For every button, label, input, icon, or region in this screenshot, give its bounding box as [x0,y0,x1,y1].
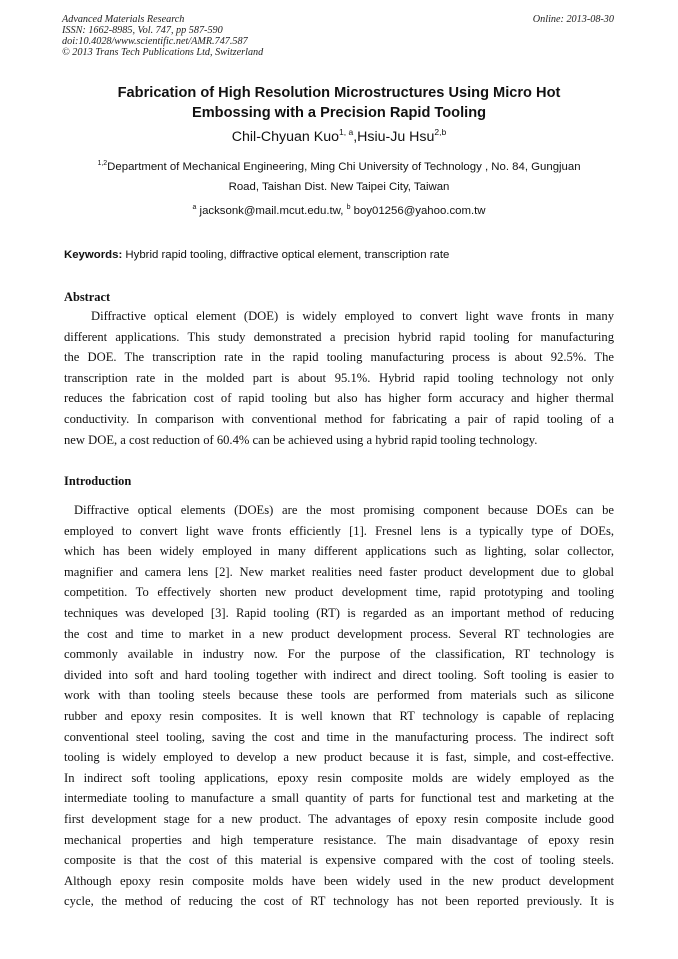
text-line: composite is that the cost of this material is expensive compared with the cost of tooling steels. [64,853,614,868]
online-date: Online: 2013-08-30 [532,14,614,25]
text-line: rubber and epoxy resin composites. It is well known that RT technology is capable of replacing [64,708,614,723]
journal-doi: doi:10.4028/www.scientific.net/AMR.747.587 [62,36,248,47]
text-line: which has been widely employed in many different applications such as lighting, solar collector, [64,544,614,559]
email-link[interactable]: jacksonk@mail.mcut.edu.tw, [196,205,347,217]
text-line: work with than tooling steels because these tools are performed from materials such as silicone [64,688,614,703]
affiliation-mark: 1,2 [97,160,108,167]
text-line: first development stage for a new product. The advantages of epoxy resin composite include good [64,811,614,826]
affiliation-line-2: Road, Taishan Dist. New Taipei City, Taiwan [228,181,450,193]
text-line: Although epoxy resin composite molds have been widely used in the new product development [64,873,614,888]
affiliation-line-1: Department of Mechanical Engineering, Ming Chi University of Technology , No. 84, Gungjuan [107,161,581,173]
author-name: Chil-Chyuan Kuo [231,129,340,145]
text-line: reduces the fabrication cost of rapid tooling but also has higher form accuracy and higher thermal [64,391,614,406]
text-line: intermediate tooling to manufacture a small quantity of parts for functional test and marketing at the [64,791,614,806]
introduction-body [64,500,614,912]
text-line: transcription rate in the molded part is about 95.1%. Hybrid rapid tooling technology not only [64,370,614,385]
text-line: employed to convert light wave fronts efficiently [1]. Fresnel lens is a typically type of DOEs, [64,523,614,538]
text-line: the cost and time to market in a new product development process. Several RT technologies are [64,626,614,641]
text-line: different applications. This study demonstrated a precision hybrid rapid tooling for manufacturing [64,329,614,344]
affiliation [64,157,614,197]
text-line: magnifier and camera lens [2]. New market realities need faster product development due to global [64,564,614,579]
abstract-heading: Abstract [64,290,111,304]
text-line: the DOE. The transcription rate in the rapid tooling manufacturing process is about 92.5%. The [64,350,614,365]
text-line: mechanical properties and high temperature resistance. The main disadvantage of epoxy resin [64,832,614,847]
title-line-2: Embossing with a Precision Rapid Tooling [191,105,487,121]
introduction-heading: Introduction [64,474,132,488]
journal-name: Advanced Materials Research [62,14,185,25]
text-line: conventional steel tooling, saving the cost and time in the manufacturing process. The indirect soft [64,729,614,744]
text-line: Diffractive optical element (DOE) is widely employed to convert light wave fronts in many [91,309,614,323]
text-line: techniques was developed [3]. Rapid tooling (RT) is regarded as an important method of reducing [64,605,614,620]
abstract-body [64,306,614,450]
text-line: tooling is widely employed to develop a new product because it is fast, simple, and cost-effective. [64,750,614,765]
text-line: In indirect soft tooling applications, epoxy resin composite molds are widely employed as the [64,770,614,785]
keywords-text: Hybrid rapid tooling, diffractive optical element, transcription rate [122,249,450,261]
keywords-label: Keywords: [64,249,123,261]
author-list [64,127,614,147]
text-line: new DOE, a cost reduction of 60.4% can be achieved using a hybrid rapid tooling technology. [64,432,538,447]
author-name: ,Hsiu-Ju Hsu [353,129,435,145]
text-line: divided into soft and hard tooling together with indirect and direct tooling. Soft tooling is easier to [64,667,614,682]
paper-title [64,83,614,123]
text-line: cycle, the method of reducing the cost of RT technology has not been reported previously. It is [64,894,614,909]
author-affiliation-mark: 2,b [434,127,447,137]
author-affiliation-mark: 1, a [339,127,354,137]
email-mark: b [346,204,351,211]
email-link[interactable]: boy01256@yahoo.com.tw [350,205,486,217]
text-line: conductivity. In comparison with conventional method for fabricating a pair of rapid tooling of a [64,411,614,426]
email-mark: a [192,204,197,211]
text-line: commonly available in industry now. For the purpose of the classification, RT technology is [64,647,614,662]
text-line: Diffractive optical elements (DOEs) are the most promising component because DOEs can be [74,503,614,517]
journal-header [62,14,263,58]
keywords [64,247,614,263]
journal-copyright: © 2013 Trans Tech Publications Ltd, Switzerland [62,47,264,58]
title-line-1: Fabrication of High Resolution Microstructures Using Micro Hot [117,85,561,101]
author-emails [64,203,614,219]
text-line: competition. To effectively shorten new product development time, rapid prototyping and tooling [64,585,614,600]
journal-issn: ISSN: 1662-8985, Vol. 747, pp 587-590 [62,25,223,36]
